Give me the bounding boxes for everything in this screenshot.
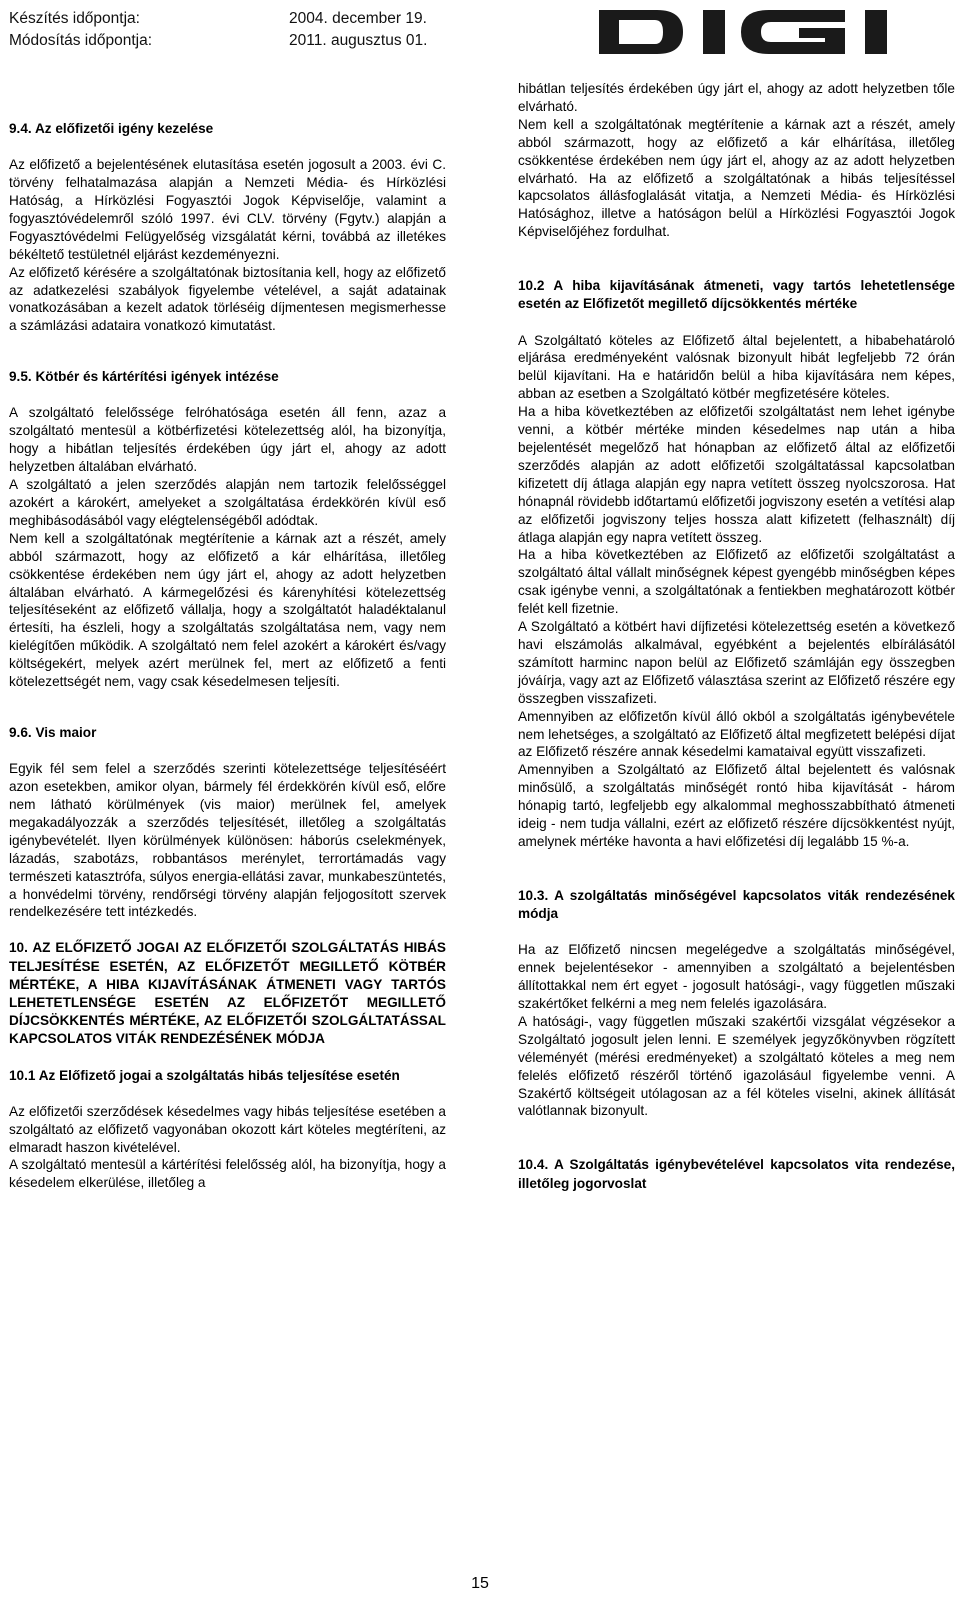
modified-row	[9, 30, 427, 52]
heading-9-6: 9.6. Vis maior	[9, 724, 97, 740]
paragraph: Ha az Előfizető nincsen megelégedve a szolgáltatás minőségével, ennek bejelentésekor - amennyiben a szolgáltató a bejelentésben állítottakkal nem ért egyet - jogosult hatósági-, vagy független műszaki szakértőket felkérni a meg nem felelés igazolására.	[518, 942, 955, 1011]
page-number: 15	[471, 1575, 489, 1592]
paragraph: A szolgáltató felelőssége felróhatósága esetén áll fenn, azaz a szolgáltató mentesül a kötbérfizetési kötelezettség alól, ha bizonyítja, hogy a hibátlan teljesítés érdekében úgy járt el, ahogy az adott helyzetben általában elvárható.	[9, 405, 446, 475]
paragraph: Az előfizető a bejelentésének elutasítása esetén jogosult a 2003. évi C. törvény felhatalmazása alapján a Nemzeti Média- és Hírközlési Hatóság, a Hírközlési Fogyasztói Jogok Képviselője, valamint a fogyasztóvédelemről szóló 1997. évi CLV. törvény (Fgytv.) alapján a Fogyasztóvédelmi Felügyelőség vizsgálatát kérni, továbbá az illetékes békéltető testületnél eljárást kezdeményezni.	[9, 157, 446, 262]
heading-10-4: 10.4. A Szolgáltatás igénybevételével kapcsolatos vita rendezése, illetőleg jogorvoslat	[518, 1157, 955, 1191]
paragraph: A hatósági-, vagy független műszaki szakértői vizsgálat végzésekor a Szolgáltató jogosult jelen lenni. E személyek jegyzőkönyvben rögzített véleményét (mérési eredményeket) a szolgáltató köteles a meg nem felelés előfizető részéről történő igazolásául figyelembe venni. A Szakértő költségeit utólagosan az a fél köteles viselni, akinek állítását valótlannak bizonyult.	[518, 1013, 955, 1119]
right-column	[518, 80, 955, 1193]
paragraph: Ha a hiba következtében az előfizetői szolgáltatást nem lehet igénybe venni, a kötbér mértéke minden késedelmes nap után a hiba bejelentését megelőző hat hónapban az előfizető által az előfizetői szerződés alapján az adott előfizetői szolgáltatással kapcsolatban kifizetett díj átlaga alapján egy napra vetített összeg nyolcszorosa. Hat hónapnál rövidebb időtartamú előfizetői jogviszony esetén a vetítési alap az előfizetői jogviszony teljes hossza alatt kifizetett (felhasznált) díj átlaga alapján egy napra vetített összeg.	[518, 404, 955, 545]
paragraph: A Szolgáltató a kötbért havi díjfizetési kötelezettség esetén a következő havi elszámolás alkalmával, egyébként a bejelentés elbírálásától számított harminc napon belül az Előfizető számláján egy összegben jóváírja, vagy azt az Előfizető választása szerint az Előfizető részére egy összegben visszafizeti.	[518, 619, 955, 706]
paragraph: hibátlan teljesítés érdekében úgy járt el, ahogy az adott helyzetben tőle elvárható.	[518, 81, 955, 114]
paragraph: Az előfizetői szerződések késedelmes vagy hibás teljesítése esetében a szolgáltató az előfizető vagyonában okozott kárt köteles megtéríteni, az elmaradt haszon kivételével.	[9, 1103, 446, 1155]
paragraph: Nem kell a szolgáltatónak megtérítenie a kárnak azt a részét, amely abból származott, hogy az előfizető a kár elhárítása, illetőleg csökkentése érdekében nem úgy járt el, ahogy az adott helyzetben általában elvárható. A kármegelőzési és kárenyhítési kötelezettség teljesítéseként az előfizető vállalja, hogy a szolgáltatót haladéktalanul értesíti, ha észleli, hogy a szolgáltatás szolgáltatása nem, vagy nem kielégítően működik. A szolgáltató nem felel azokért a károkért és/vagy költségekért, melyek azért merülnek fel, mert az előfizető a fenti kötelezettségét nem, vagy csak késedelmesen teljesíti.	[9, 530, 446, 690]
modified-label: Módosítás időpontja:	[9, 32, 153, 49]
heading-10-1: 10.1 Az Előfizető jogai a szolgáltatás hibás teljesítése esetén	[9, 1067, 400, 1083]
paragraph: A Szolgáltató köteles az Előfizető által bejelentett, a hibabehatároló eljárása eredményeként valósnak bizonyult hibát legfeljebb 72 órán belül kijavítani. Ha e határidőn belül a hiba kijavítására nem képes, abban az esetben a Szolgáltató kötbér megfizetésére köteles.	[518, 332, 955, 402]
created-value: 2004. december 19.	[289, 10, 427, 27]
modified-value: 2011. augusztus 01.	[289, 32, 428, 49]
paragraph: A szolgáltató a jelen szerződés alapján nem tartozik felelősséggel azokért a károkért, amelyeket a szolgáltatása érdekkörén kívül eső meghibásodásából vagy elégtelenségéből adódtak.	[9, 477, 446, 528]
created-label: Készítés időpontja:	[9, 10, 140, 27]
paragraph: Ha a hiba következtében az Előfizető az előfizetői szolgáltatást a szolgáltató által vállalt minőségnek képest gyengébb minőségben képes csak igénybe venni, a szolgáltatónak a fentiekben meghatározott kötbér felét kell fizetnie.	[518, 547, 955, 617]
page-header	[9, 8, 949, 58]
created-row	[9, 8, 427, 30]
paragraph: Az előfizető kérésére a szolgáltatónak biztosítania kell, hogy az előfizető az adatkezelési szabályok figyelembe vételével, a saját adatainak vonatkozásában a kezelt adatok törléséig díjmentesen megismerhesse a számlázási adataira vonatkozó kimutatást.	[9, 264, 446, 334]
digi-logo	[599, 8, 959, 56]
heading-10-3: 10.3. A szolgáltatás minőségével kapcsolatos viták rendezésének módja	[518, 887, 955, 922]
paragraph: Amennyiben a Szolgáltató az Előfizető által bejelentett és valósnak minősülő, a szolgáltatás minőségét rontó hiba kijavítását - három hónapig tartó, legfeljebb egy alkalommal meghosszabbítható átmeneti ideig - nem tudja vállalni, ezért az előfizető részére díjcsökkentést nyújt, amelynek mértéke havonta a havi előfizetési díj legalább 15 %-a.	[518, 762, 955, 849]
heading-10-2: 10.2 A hiba kijavításának átmeneti, vagy tartós lehetetlensége esetén az Előfizetőt megillető díjcsökkentés mértéke	[518, 278, 955, 312]
heading-10: 10. AZ ELŐFIZETŐ JOGAI AZ ELŐFIZETŐI SZOLGÁLTATÁS HIBÁS TELJESÍTÉSE ESETÉN, AZ ELŐFIZETŐT MEGILLETŐ KÖTBÉR MÉRTÉKE, A HIBA KIJAVÍTÁSÁNAK ÁTMENETI VAGY TARTÓS LEHETETLENSÉGE ESETÉN AZ ELŐFIZETŐT MEGILLETŐ DÍJCSÖKKENTÉS MÉRTÉKE, AZ ELŐFIZETŐI SZOLGÁLTATÁSSAL KAPCSOLATOS VITÁK RENDEZÉSÉNEK MÓDJA	[9, 940, 446, 1047]
paragraph: Egyik fél sem felel a szerződés szerinti kötelezettsége teljesítéséért azon esetekben, amikor olyan, bármely fél érdekkörén kívül eső, előre nem látható körülmények (vis maior) merülnek fel, amelyek megakadályozzák a szerződés teljesítését, illetőleg a szolgáltatás igénybevételét. Ilyen körülmények különösen: háborús cselekmények, lázadás, szabotázs, robbantásos merénylet, terrortámadás vagy természeti katasztrófa, súlyos energia-ellátási zavar, munkabeszüntetés, a honvédelmi törvény, rendőrségi törvény alapján feljogosított szervek rendelkezésére tett intézkedés.	[9, 761, 446, 920]
heading-9-4: 9.4. Az előfizetői igény kezelése	[9, 121, 214, 136]
paragraph: A szolgáltató mentesül a kártérítési felelősség alól, ha bizonyítja, hogy a késedelem elkerülése, illetőleg a	[9, 1157, 446, 1191]
paragraph: Nem kell a szolgáltatónak megtérítenie a kárnak azt a részét, amely abból származott, hogy az előfizető a kár elhárítása, illetőleg csökkentése érdekében nem úgy járt el, ahogy az az adott helyzetben elvárható. Ha az előfizető a szolgáltatónak a hibás teljesítéssel kapcsolatos állásfoglalását vitatja, a Nemzeti Média- és Hírközlési Hatósághoz, illetve a hatóságon belül a Hírközlési Fogyasztói Jogok Képviselőjéhez fordulhat.	[518, 116, 955, 240]
paragraph: Amennyiben az előfizetőn kívül álló okból a szolgáltatás igénybevétele nem lehetséges, a szolgáltató az Előfizető által megfizetett belépési díjat az Előfizető részére annak késedelmi kamataival együtt visszafizeti.	[518, 708, 955, 760]
heading-9-5: 9.5. Kötbér és kártérítési igények intézése	[9, 369, 279, 385]
left-column	[9, 120, 446, 1192]
